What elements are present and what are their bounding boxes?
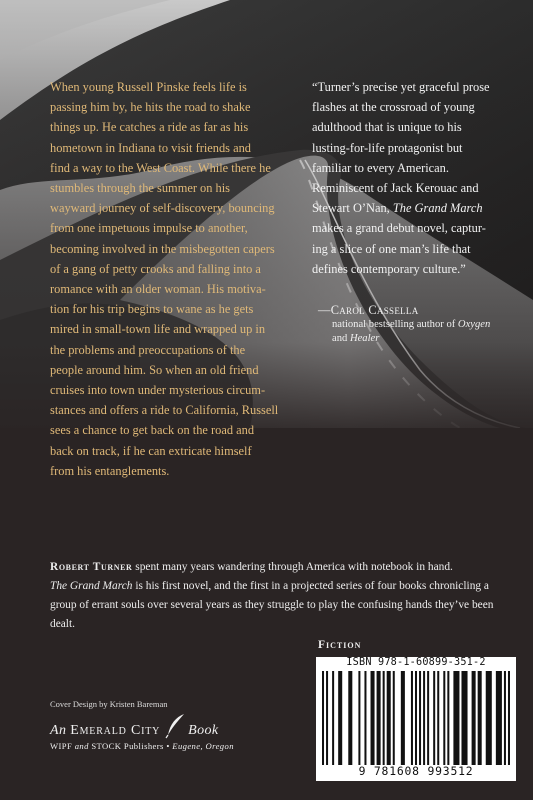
blurb-line: from one impetuous impulse to another, [50, 221, 248, 236]
publisher-bullet: • [166, 741, 170, 751]
blurb-line: find a way to the West Coast. While there he [50, 160, 271, 175]
barcode-bars [322, 671, 510, 765]
barcode-bar [423, 671, 425, 765]
imprint-book: Book [188, 723, 219, 738]
bio-text: is his first novel, and the first in a projected series of four books chronicling a [132, 580, 489, 592]
attribution-text: national bestselling author of [332, 319, 458, 330]
blurb-line: passing him by, he hits the road to shake [50, 100, 251, 115]
quote-line: “Turner’s precise yet graceful prose [312, 80, 490, 94]
barcode-bar [401, 671, 405, 765]
barcode-bar [478, 671, 482, 765]
attribution-text: and [332, 332, 350, 344]
barcode-bar [419, 671, 421, 765]
barcode-bar [393, 671, 395, 765]
barcode-bar [504, 671, 506, 765]
blurb-line: tion for his trip begins to wane as he gets [50, 302, 254, 317]
quote-line [312, 198, 512, 218]
genre-label: Fiction [318, 639, 362, 651]
blurb-line: mired in small-town life and wrapped up in [50, 322, 266, 337]
bio-book-title: The Grand March [50, 580, 133, 592]
barcode-bar [383, 671, 385, 765]
blurb-line: things up. He catches a ride as far as his [50, 120, 249, 135]
publisher-location: Eugene, Oregon [172, 741, 234, 751]
attribution-book: Oxygen [457, 319, 491, 330]
blurb-line: wayward journey of self-discovery, bouncing [50, 201, 275, 216]
author-name: Robert Turner [50, 561, 133, 573]
barcode-bar [461, 671, 467, 765]
bio-line [50, 558, 520, 577]
barcode-bar [415, 671, 417, 765]
blurb-line: of a gang of petty crooks and falling into a [50, 261, 261, 276]
barcode-bar [371, 671, 375, 765]
barcode-bar [377, 671, 381, 765]
blurb-line: cruises into town under mysterious circum- [50, 383, 266, 398]
barcode-bar [387, 671, 391, 765]
barcode-bar [437, 671, 439, 765]
attribution-name: —Carol Cassella [318, 303, 419, 317]
blurb-line: from his entanglements. [50, 463, 170, 478]
quote-line: Reminiscent of Jack Kerouac and [312, 181, 479, 196]
barcode-bar [443, 671, 445, 765]
barcode-bar [472, 671, 476, 765]
cover-design-credit: Cover Design by Kristen Bareman [50, 699, 168, 709]
quote-line: familiar to every American. [312, 160, 449, 175]
barcode-bar [508, 671, 510, 765]
barcode-bar [433, 671, 435, 765]
barcode-bar [348, 671, 352, 765]
barcode-bar [411, 671, 413, 765]
barcode-bar [427, 671, 429, 765]
ean-digits: 9 781608 993512 [358, 764, 474, 778]
synopsis-blurb [50, 77, 312, 481]
bio-text: spent many years wandering through America with notebook in hand. [132, 561, 453, 573]
blurb-line: sees a chance to get back on the road and [50, 423, 255, 438]
barcode-bar [332, 671, 334, 765]
blurb-line: romance with an older woman. His motiva- [50, 282, 266, 297]
imprint-name [50, 713, 234, 739]
attribution-description [318, 318, 518, 345]
endorsement-quote [312, 77, 512, 279]
quote-line: lusting-for-life protagonist but [312, 140, 463, 155]
publisher-wipf: WIPF [50, 741, 73, 751]
barcode-bar [358, 671, 360, 765]
isbn-barcode [316, 657, 516, 781]
author-bio [50, 558, 520, 634]
quill-icon [164, 713, 186, 739]
barcode-bar [338, 671, 342, 765]
bio-line: group of errant souls over several years as they struggle to play the confusing hands they’ve been dealt. [50, 599, 494, 630]
publisher-imprint [50, 713, 234, 751]
quote-attribution [318, 303, 518, 345]
bio-line [50, 577, 520, 596]
imprint-an: An [50, 723, 67, 738]
blurb-line: When young Russell Pinske feels life is [50, 80, 247, 94]
barcode-bar [496, 671, 502, 765]
imprint-emerald-city: Emerald City [70, 723, 161, 738]
blurb-line: becoming involved in the misbegotten capers [50, 241, 275, 256]
blurb-line: the problems and preoccupations of the [50, 342, 246, 357]
blurb-line: back on track, if he can extricate himself [50, 443, 252, 458]
barcode-bar [447, 671, 449, 765]
quote-line: ing a slice of one man’s life that [312, 241, 471, 256]
quote-book-title: The Grand March [392, 201, 483, 216]
quote-line: makes a grand debut novel, captur- [312, 221, 486, 236]
blurb-line: stumbles through the summer on his [50, 181, 230, 196]
barcode-bar [364, 671, 366, 765]
publisher-line [50, 741, 234, 751]
isbn-text: ISBN 978-1-60899-351-2 [346, 657, 486, 668]
barcode-bar [326, 671, 328, 765]
blurb-line: hometown in Indiana to visit friends and [50, 140, 251, 155]
blurb-line: stances and offers a ride to California, Russell [50, 403, 279, 418]
blurb-line: people around him. So when an old friend [50, 362, 259, 377]
attribution-book: Healer [349, 332, 380, 344]
barcode-bar [322, 671, 324, 765]
barcode-bar [486, 671, 492, 765]
quote-line: flashes at the crossroad of young [312, 100, 475, 115]
quote-line: adulthood that is unique to his [312, 120, 462, 135]
barcode-bar [453, 671, 459, 765]
publisher-and: and [74, 741, 89, 751]
quote-text: Stewart O’Nan, [312, 201, 393, 216]
publisher-stock: STOCK Publishers [91, 741, 164, 751]
quote-line: defines contemporary culture.” [312, 261, 466, 276]
